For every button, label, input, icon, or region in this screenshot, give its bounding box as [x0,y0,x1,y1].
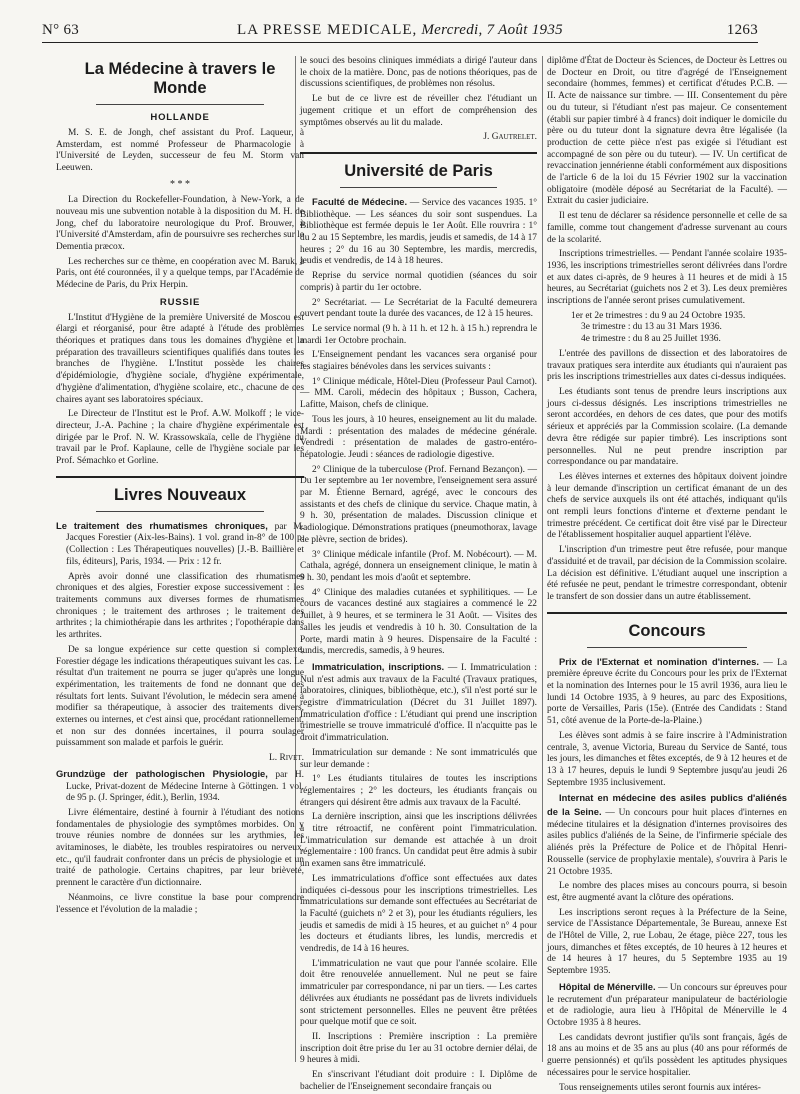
column-left [56,56,304,1072]
separator-stars: * * * [170,178,190,190]
date-line: 1er et 2e trimestres : du 9 au 24 Octobre 1935. [571,310,746,321]
paragraph: Livre élémentaire, destiné à fournir à l'étudiant des notions fondamentales de physiologie des symptômes morbides. On y trouve réunies nombre de données sur les arythmies, les avitaminoses, le diabète, les troubles respiratoires ou nerveux, etc., qu'il faudrait confronter dans un précis de physiologie et un traité de pathologie. Certains chapitres, par leur brièveté, prennent le caractère d'un dictionnaire. [56,807,304,889]
column-right [547,56,788,1093]
paragraph: 2° Secrétariat. — Le Secrétariat de la Faculté demeurera ouvert pendant toute la durée des vacances, de 12 à 15 heures. [300,297,537,320]
paragraph: M. S. E. de Jongh, chef assistant du Prof. Laqueur, à Amsterdam, est nommé Professeur de Pharmacologie à l'Université de Leyden, successeur de feu M. Storm van Leeuwen. [56,127,304,173]
subsection-title: Immatriculation, inscriptions. [312,660,445,672]
section-rule [587,647,747,648]
paragraph: le souci des besoins cliniques immédiats a dirigé l'auteur dans le choix de la matière. Donc, pas de notions théoriques, pas de discussions scientifiques, de problèmes non résolus. [300,56,537,90]
book-title: Le traitement des rhumatismes chroniques, [56,519,268,531]
paragraph: Inscriptions trimestrielles. — Pendant l'année scolaire 1935-1936, les inscriptions trimestrielles seront délivrées dans l'ordre et aux dates ci-après, de 9 heures à 11 heures et de midi à 15 heures, au Secrétariat (guichets nos 2 et 3). Les deux premières inscriptions de l'année seront prises cumulativement. [547,249,787,307]
paragraph: Prix de l'Externat et nomination d'internes. — La première épreuve écrite du Concours pour les prix de l'Externat et la nomination des Internes pour le 15 avril 1936, aura lieu le lundi 14 Octobre 1935, à 9 heures, au parc des Expositions, porte de Versailles, Paris (15e). (Entrée des Candidats : Stand 51, côté avenue de la Porte-de-la-Plaine.) [547,655,788,727]
subsection-title: Faculté de Médecine. [312,195,408,207]
journal-name: LA PRESSE MEDICALE, [237,22,418,38]
paragraph: L'Institut d'Hygiène de la première Université de Moscou est élargi et réorganisé, pour être adapté à l'étude des problèmes théoriques et pratiques dans tous les domaines d'hygiène et la préparation des travailleurs scientifiques qualifiés dans toutes les branches de l'hygiène. L'Institut possède les chaires d'épidémiologie, d'hygiène sociale, d'hygiène expérimentale, d'hygiène d'alimentation, d'hygiène scolaire, etc., chacune de ces chaires ayant ses laboratoires spéciaux. [56,312,304,405]
section-rule [96,511,264,512]
subsection-title: Prix de l'Externat et nomination d'internes. [559,655,760,667]
paragraph: En s'inscrivant l'étudiant doit produire : I. Diplôme de bachelier de l'Enseignement secondaire français ou [300,1070,537,1092]
column-middle [300,56,538,1092]
journal-title-line [42,22,758,39]
paragraph: Le nombre des places mises au concours pourra, si besoin est, être augmenté avant la clôture des opérations. [547,881,787,903]
paragraph: Les candidats devront justifier qu'ils sont français, âgés de 18 ans au moins et de 35 ans au plus (40 ans pour réformés de guerre pensionnés) et qu'ils possèdent les aptitudes physiques nécessaires pour le service hospitalier. [547,1032,787,1078]
date-line: 3e trimestre : du 13 au 31 Mars 1936. [581,322,722,333]
signature: L. Rivet. [269,753,304,764]
paragraph: La dernière inscription, ainsi que les inscriptions délivrées à titre rétroactif, ne confèrent point l'immatriculation. L'immatriculation sur demande est attachée à un droit réglementaire : 100 francs. Un candidat peut être admis à subir un examen sans être immatriculé. [300,812,537,870]
paragraph: L'Enseignement pendant les vacances sera organisé pour les stagiaires bénévoles dans les services suivants : [300,350,537,373]
section-rule [300,152,537,154]
book-reference [56,768,304,805]
paragraph: 1° Les étudiants titulaires de toutes les inscriptions réglementaires ; 2° les docteurs, les étudiants français ou étrangers qui désirent être admis aux travaux de la Faculté. [300,774,537,808]
book-reference [56,520,304,569]
paragraph: Faculté de Médecine. — Service des vacances 1935. 1° Bibliothèque. — Les séances du soir sont suspendues. La Bibliothèque est fermée depuis le 1er Août. Elle rouvrira : 1° du 2 au 15 Septembre, les mardis, jeudis et samedis, de 14 à 17 heures ; 2° du 16 au 30 Septembre, les mardis, mercredis, jeudis et vendredis, de 14 à 18 heures. [300,195,538,267]
paragraph: Après avoir donné une classification des rhumatismes chroniques et des algies, Forestier expose successivement : les traitements communs aux diverses formes de rhumatismes chroniques ; le traitement des arthroses ; le traitement des arthrites ; la chimiothérapie dans les arthrites ; l'opothérapie dans les arthrites. [56,571,304,641]
paragraph: Tous les jours, à 10 heures, enseignement au lit du malade. Mardi : présentation des malades de médecine générale. Vendredi : présentation de malades de gastro-entéro-hépatologie. Jeudi : séances de radiologie digestive. [300,414,537,460]
column-divider [542,56,543,1062]
paragraph: 1° Clinique médicale, Hôtel-Dieu (Professeur Paul Carnot). — MM. Caroli, médecin des hôpitaux ; Busson, Cachera, Lafitte, Maison, chefs de clinique. [300,376,537,411]
paragraph: Il est tenu de déclarer sa résidence personnelle et celle de sa famille, comme tout changement d'adresse survenant au cours de la scolarité. [547,211,787,245]
section-title-concours: Concours [628,621,706,640]
paragraph: Néanmoins, ce livre constitue la base pour comprendre l'essence et l'évolution de la maladie ; [56,892,304,915]
paragraph: Le service normal (9 h. à 11 h. et 12 h. à 15 h.) reprendra le mardi 1er Octobre prochain. [300,323,537,346]
issue-date: Mercredi, 7 Août 1935 [421,22,563,38]
paragraph: Immatriculation, inscriptions. — I. Immatriculation : Nul n'est admis aux travaux de la Faculté (Travaux pratiques, laboratoires, cliniques, bibliothèque, etc.), s'il n'est porté sur le registre d'immatriculation (Décret du 31 Juillet 1897). Immatriculation d'office : L'étudiant qui prend une inscription trimestrielle se trouve immatriculé d'office. Il n'acquitte pas le droit d'immatriculation. [300,660,537,744]
paragraph: Internat en médecine des asiles publics d'aliénés de la Seine. — Un concours pour huit places d'internes en médecine titulaires et la désignation d'internes provisoires des asiles publics d'aliénés de la Seine, de l'infirmerie spéciale des aliénés près la Préfecture de Police et de l'hôpital Henri-Rousselle (service de prophylaxie mentale), s'ouvrira à Paris le 21 Octobre 1935. [547,792,787,877]
section-rule [340,187,497,188]
section-rule [56,476,304,478]
issue-number: N° 63 [42,22,80,38]
country-heading-hollande: HOLLANDE [150,111,210,123]
paragraph: Immatriculation sur demande : Ne sont immatriculés que sur leur demande : [300,747,537,770]
section-rule [547,612,787,614]
book-details: par H. Lucke, Privat-dozent de Médecine Interne à Göttingen. 1 vol. de 95 p. (J. Springer, édit.), Berlin, 1934. [66,769,305,804]
paragraph: Les recherches sur ce thème, en coopération avec M. Baruk, à Paris, ont été couronnées, il y a quelque temps, par l'Académie de Médecine de Paris, du Prix Herpin. [56,256,304,291]
date-line: 4e trimestre : du 8 au 25 Juillet 1936. [581,334,721,345]
paragraph: Reprise du service normal quotidien (séances du soir compris) à partir du 1er octobre. [300,271,537,293]
paragraph: Les étudiants sont tenus de prendre leurs inscriptions aux jours ci-dessus désignés. Les inscriptions trimestrielles ne seront accordées, en dehors de ces dates, que pour des motifs sérieux et appréciés par la Commission scolaire. (La demande devra être rédigée sur papier timbré). Les inscriptions sont personnelles. Nul ne peut prendre inscription par correspondance ou par mandataire. [547,386,787,468]
header-rule [42,42,758,43]
book-details: par M. Jacques Forestier (Aix-les-Bains). 1 vol. grand in-8° de 100 p. (Collection : Les Thérapeutiques nouvelles) [J.-B. Baillière et fils, éditeurs], Paris, 1934. — Prix : 12 fr. [66,521,305,567]
subsection-title: Hôpital de Ménerville. [559,980,656,992]
page-number: 1263 [726,22,758,38]
page-header [42,18,758,40]
signature: J. Gautrelet. [483,132,537,143]
section-title-universite: Université de Paris [344,161,493,180]
paragraph: 2° Clinique de la tuberculose (Prof. Fernand Bezançon). — Du 1er septembre au 1er novembre, l'enseignement sera assuré par M. Étienne Bernard, agrégé, avec le concours des assistants et des chefs de clinique du service. Chaque matin, à 9 h. 30, présentation de malades. Discussion clinique et radiologique. Démonstrations pratiques (pneumothorax, lavage de plèvre, section de brides). [300,464,537,545]
paragraph: Tous renseignements utiles seront fournis aux intéres- [559,1082,761,1093]
book-title: Grundzüge der pathologischen Physiologie, [56,767,268,779]
paragraph: L'entrée des pavillons de dissection et des laboratoires de travaux pratiques sera interdite aux étudiants qui n'auraient pas pris les inscriptions trimestrielles aux dates ci-dessus indiquées. [547,348,787,383]
paragraph: Le but de ce livre est de réveiller chez l'étudiant un jugement critique et un effort de compréhension des symptômes observés au lit du malade. [300,94,537,128]
paragraph: diplôme d'État de Docteur ès Sciences, de Docteur ès Lettres ou de Docteur en Droit, ou titre d'agrégé de l'Enseignement secondaire (hommes, femmes) et certificat d'études P.C.B. — II. Acte de naissance sur timbre. — III. Consentement du père ou du tuteur, si l'étudiant n'est pas majeur. Ce consentement (établi sur papier timbré à 4 francs) doit indiquer le domicile du père ou du tuteur dont la signature devra être légalisée (la production de cette pièce n'est pas exigée si l'étudiant est accompagné de son père ou du tuteur). — IV. Un certificat de revaccination jennérienne établi conformément aux dispositions de l'article 6 de la loi du 15 Février 1902 sur la vaccination obligatoire (modèle déposé au Secrétariat de la Faculté). — Extrait du casier judiciaire. [547,56,787,207]
section-rule [96,104,264,105]
paragraph: Les élèves internes et externes des hôpitaux doivent joindre à leur demande d'inscription un certificat émanant de un des chefs de service auxquels ils ont été attachés, indiquant qu'ils ont rempli leurs fonctions d'interne et d'externe pendant le trimestre précédent. Ce certificat doit être visé par le Directeur de l'établissement hospitalier auquel appartient l'élève. [547,471,787,541]
paragraph: Hôpital de Ménerville. — Un concours sur épreuves pour le recrutement d'un préparateur manipulateur de bactériologie et de radiologie, aura lieu à l'Hôpital de Ménerville le 4 Octobre 1935 à 8 heures. [547,980,787,1028]
section-title-livres: Livres Nouveaux [113,485,247,504]
subsection-title: Internat en médecine des asiles publics d'aliénés de la Seine. [547,792,787,818]
paragraph: 3° Clinique médicale infantile (Prof. M. Nobécourt). — M. Cathala, agrégé, donnera un enseignement clinique, le matin à 9 h. 30, pendant les mois d'août et septembre. [300,549,537,583]
paragraph: L'immatriculation ne vaut que pour l'année scolaire. Elle doit être renouvelée annuellement. Nul ne peut se faire immatriculer par correspondance, ni par un tiers. — Les cartes délivrées aux étudiants ne possédant pas de livrets individuels sont strictement personnelles. Elles ne peuvent être prêtées pour quelque motif que ce soit. [300,958,537,1028]
paragraph: Le Directeur de l'Institut est le Prof. A.W. Molkoff ; le vice-directeur, J.-A. Pachine ; la chaire d'hygiène expérimentale est dirigée par le Prof. N. W. Krassowskaïa, celle de l'hygiène du travail par le Prof. Kaplaune, celle de l'hygiène sociale par les Prof. Sémachko et Gorline. [56,409,304,467]
country-heading-russie: RUSSIE [159,296,201,308]
paragraph: 4° Clinique des maladies cutanées et syphilitiques. — Le cours de vacances destiné aux stagiaires a commencé le 22 Juillet, à 9 heures, et se terminera le 31 Août. — Visites des salles les jeudis et vendredis à 10 h. 30. Consultation de la Porte, mardi matin à 9 heures. Dispensaire de la Faculté : lundis, mercredis, samedis, à 9 heures. [300,587,537,657]
paragraph: L'inscription d'un trimestre peut être refusée, pour manque d'assiduité et de travail, par décision de la Commission scolaire. La décision est définitive. L'étudiant auquel une inscription a été refusée ne peut, pendant le trimestre correspondant, obtenir le transfert de son dossier dans un autre établissement. [547,545,787,602]
section-title-medecine-monde: La Médecine à travers le Monde [84,60,276,97]
paragraph: De sa longue expérience sur cette question si complexe, Forestier dégage les indications thérapeutiques suivant les cas. Le résultat d'un traitement ne pourra se juger qu'après une longue expérimentation, les traitements de fond ne donnant que des résultats fort lents. Suivant l'évolution, le médecin sera amené à modifier sa thérapeutique, à associer des traitements divers, externes ou internes, et c'est ainsi que, procédant rationnellement, et non sur des données incertaines, il pourra soulager puissamment son malade et parfois le guérir. [56,644,304,749]
paragraph: II. Inscriptions : Première inscription : La première inscription doit être prise du 1er au 31 octobre dernier délai, de 9 heures à midi. [300,1032,537,1066]
paragraph: La Direction du Rockefeller-Foundation, à New-York, a de nouveau mis une subvention notable à la disposition du M. H. de Jong, chef du laboratoire neurologique du Prof. Brouwer, à l'Université d'Amsterdam, afin de poursuivre ses recherches sur le Dementia præcox. [56,195,304,252]
paragraph: Les immatriculations d'office sont effectuées aux dates indiquées ci-dessous pour les inscriptions trimestrielles. Les immatriculations sur demande sont effectuées au Secrétariat de la Faculté (guichets n° 2 et 3), pour les étudiants réguliers, les jeudis et samedis de midi à 15 heures, et au guichet n° 4 pour les docteurs et étudiants libres, les lundis, mercredis et vendredis, de 14 à 16 heures. [300,873,537,955]
paragraph: Les inscriptions seront reçues à la Préfecture de la Seine, service de l'Assistance Départementale, 3e Bureau, annexe Est de l'Hôtel de Ville, 2, rue Lobau, 2e étage, pièce 227, tous les jours, dimanches et fêtes exceptés, de 10 heures à 12 heures et de 14 heures à 17 heures, du 5 Septembre 1935 au 19 Septembre 1935. [547,907,787,977]
paragraph: Les élèves sont admis à se faire inscrire à l'Administration centrale, 3, avenue Victoria, Bureau du Service de Santé, tous les jours, les dimanches et fêtes exceptés, de 9 à 12 heures et de 13 à 17 heures, depuis le lundi 9 Septembre jusqu'au jeudi 26 Septembre 1935 inclusivement. [547,730,787,788]
